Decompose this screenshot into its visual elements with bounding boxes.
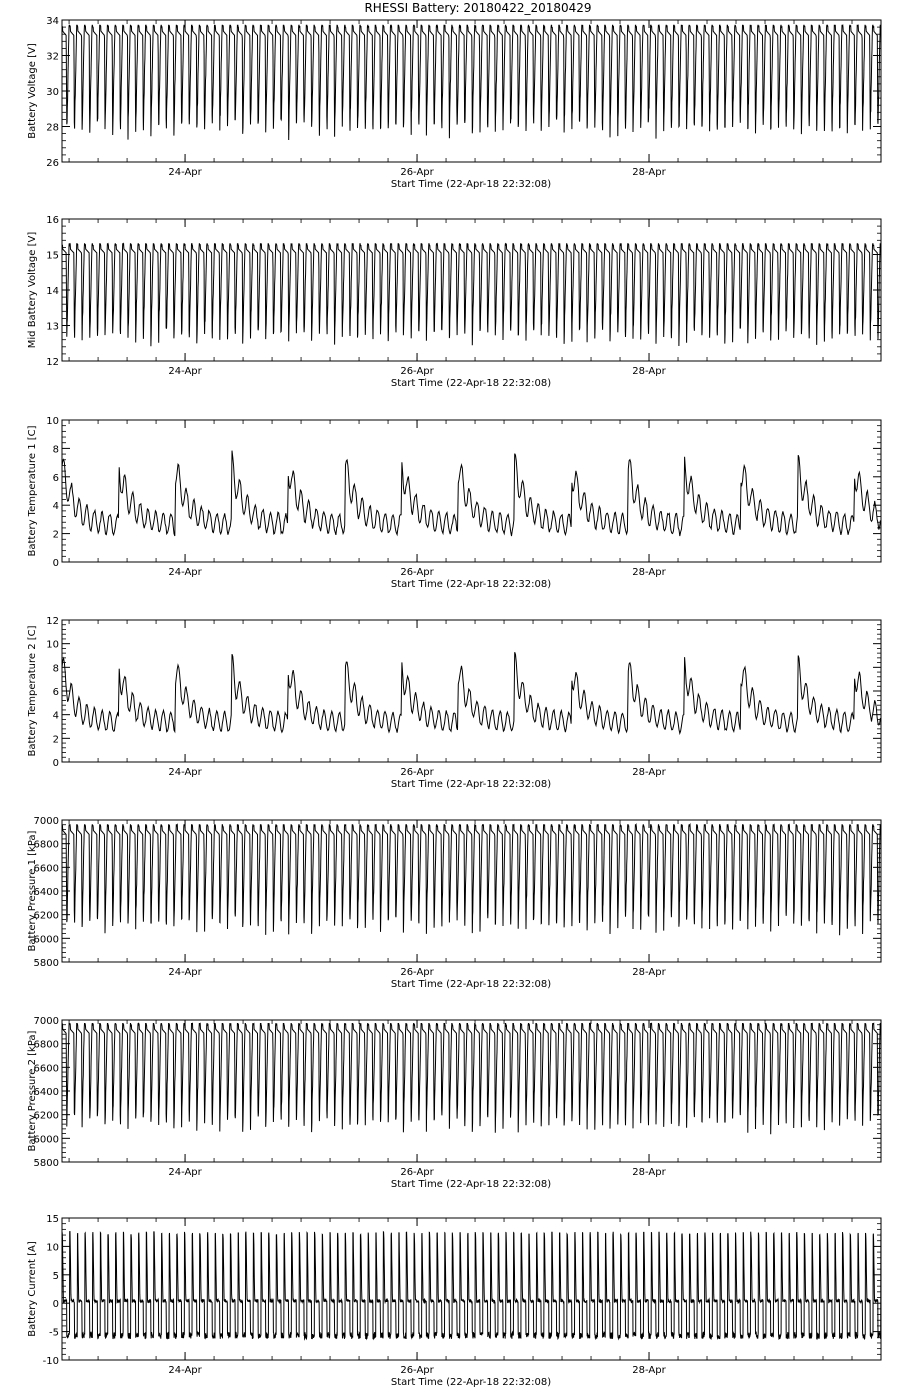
x-tick-label: 28-Apr [632,767,666,778]
y-tick-label: 8 [52,444,59,456]
y-tick-label: 13 [46,321,59,333]
x-axis-label: Start Time (22-Apr-18 22:32:08) [390,1179,552,1190]
y-tick-label: 14 [46,286,59,297]
x-tick-label: 24-Apr [168,767,202,778]
x-axis-label: Start Time (22-Apr-18 22:32:08) [390,378,552,389]
series-line [62,25,881,140]
y-axis-label: Battery Pressure 1 [kPa] [27,830,38,952]
y-axis-label: Battery Temperature 2 [C] [27,625,38,757]
y-tick-label: 15 [46,250,59,262]
panel-5 [27,816,881,990]
y-tick-label: 7000 [33,1016,59,1027]
y-tick-label: 32 [46,51,59,63]
y-axis-label: Battery Temperature 1 [C] [27,425,38,557]
y-tick-label: 0 [52,558,59,569]
y-tick-label: 34 [46,16,59,27]
x-axis-label: Start Time (22-Apr-18 22:32:08) [390,1377,552,1388]
x-tick-label: 24-Apr [168,1365,202,1376]
series-line [62,1232,881,1339]
y-tick-label: 2 [52,529,59,541]
x-tick-label: 26-Apr [400,967,434,978]
series-line [62,1024,881,1135]
y-tick-label: 6200 [33,1110,59,1122]
y-tick-label: 4 [52,501,59,513]
series-line [62,451,880,536]
y-tick-label: 4 [52,710,59,722]
y-tick-label: 6400 [33,887,59,898]
y-tick-label: 6000 [33,1134,59,1146]
x-tick-label: 24-Apr [168,967,202,978]
y-tick-label: 6600 [33,863,59,875]
x-tick-label: 28-Apr [632,167,666,178]
y-tick-label: 6800 [33,839,59,851]
panels-group [27,16,881,1388]
x-tick-label: 26-Apr [400,1365,434,1376]
figure-title: RHESSI Battery: 20180422_20180429 [364,1,592,15]
y-axis-label: Battery Voltage [V] [27,43,38,139]
y-tick-label: 0 [52,1299,59,1311]
x-tick-label: 26-Apr [400,167,434,178]
y-tick-label: 30 [46,87,59,98]
y-tick-label: 6000 [33,934,59,946]
panel-4 [27,616,881,790]
x-axis-label: Start Time (22-Apr-18 22:32:08) [390,979,552,990]
y-tick-label: 12 [46,616,59,627]
y-tick-label: 6800 [33,1039,59,1051]
x-tick-label: 28-Apr [632,366,666,377]
y-tick-label: 6400 [33,1087,59,1098]
y-tick-label: 10 [46,416,59,427]
y-tick-label: 28 [46,122,59,134]
y-tick-label: 0 [52,758,59,769]
y-tick-label: -10 [42,1356,59,1367]
y-tick-label: 6 [52,687,59,698]
x-tick-label: 28-Apr [632,967,666,978]
panel-1 [27,16,881,190]
x-tick-label: 24-Apr [168,366,202,377]
series-line [62,652,880,733]
y-tick-label: 6200 [33,910,59,922]
y-tick-label: 12 [46,357,59,368]
panel-3 [27,416,881,590]
y-axis-label: Battery Pressure 2 [kPa] [27,1030,38,1152]
y-tick-label: 26 [46,158,59,169]
y-tick-label: 7000 [33,816,59,827]
y-axis-label: Mid Battery Voltage [V] [27,231,38,349]
y-tick-label: -5 [49,1327,59,1339]
x-tick-label: 26-Apr [400,567,434,578]
x-axis-label: Start Time (22-Apr-18 22:32:08) [390,179,552,190]
x-axis-label: Start Time (22-Apr-18 22:32:08) [390,779,552,790]
y-tick-label: 8 [52,663,59,675]
y-tick-label: 5800 [33,1158,59,1169]
y-tick-label: 6600 [33,1063,59,1075]
y-tick-label: 10 [46,639,59,651]
x-tick-label: 26-Apr [400,366,434,377]
panel-6 [27,1016,881,1190]
x-tick-label: 26-Apr [400,767,434,778]
x-tick-label: 24-Apr [168,1167,202,1178]
y-tick-label: 5800 [33,958,59,969]
series-line [62,244,881,346]
y-tick-label: 16 [46,215,59,226]
x-tick-label: 24-Apr [168,167,202,178]
panel-2 [27,215,881,389]
panel-7 [27,1214,881,1388]
y-tick-label: 10 [46,1242,59,1254]
y-axis-label: Battery Current [A] [27,1241,38,1337]
y-tick-label: 6 [52,472,59,484]
x-tick-label: 28-Apr [632,1365,666,1376]
y-tick-label: 2 [52,734,59,746]
series-line [62,825,881,936]
y-tick-label: 5 [52,1270,59,1282]
x-tick-label: 26-Apr [400,1167,434,1178]
y-tick-label: 15 [46,1214,59,1225]
x-axis-label: Start Time (22-Apr-18 22:32:08) [390,579,552,590]
x-tick-label: 28-Apr [632,567,666,578]
x-tick-label: 24-Apr [168,567,202,578]
x-tick-label: 28-Apr [632,1167,666,1178]
plot-frame [62,219,881,361]
